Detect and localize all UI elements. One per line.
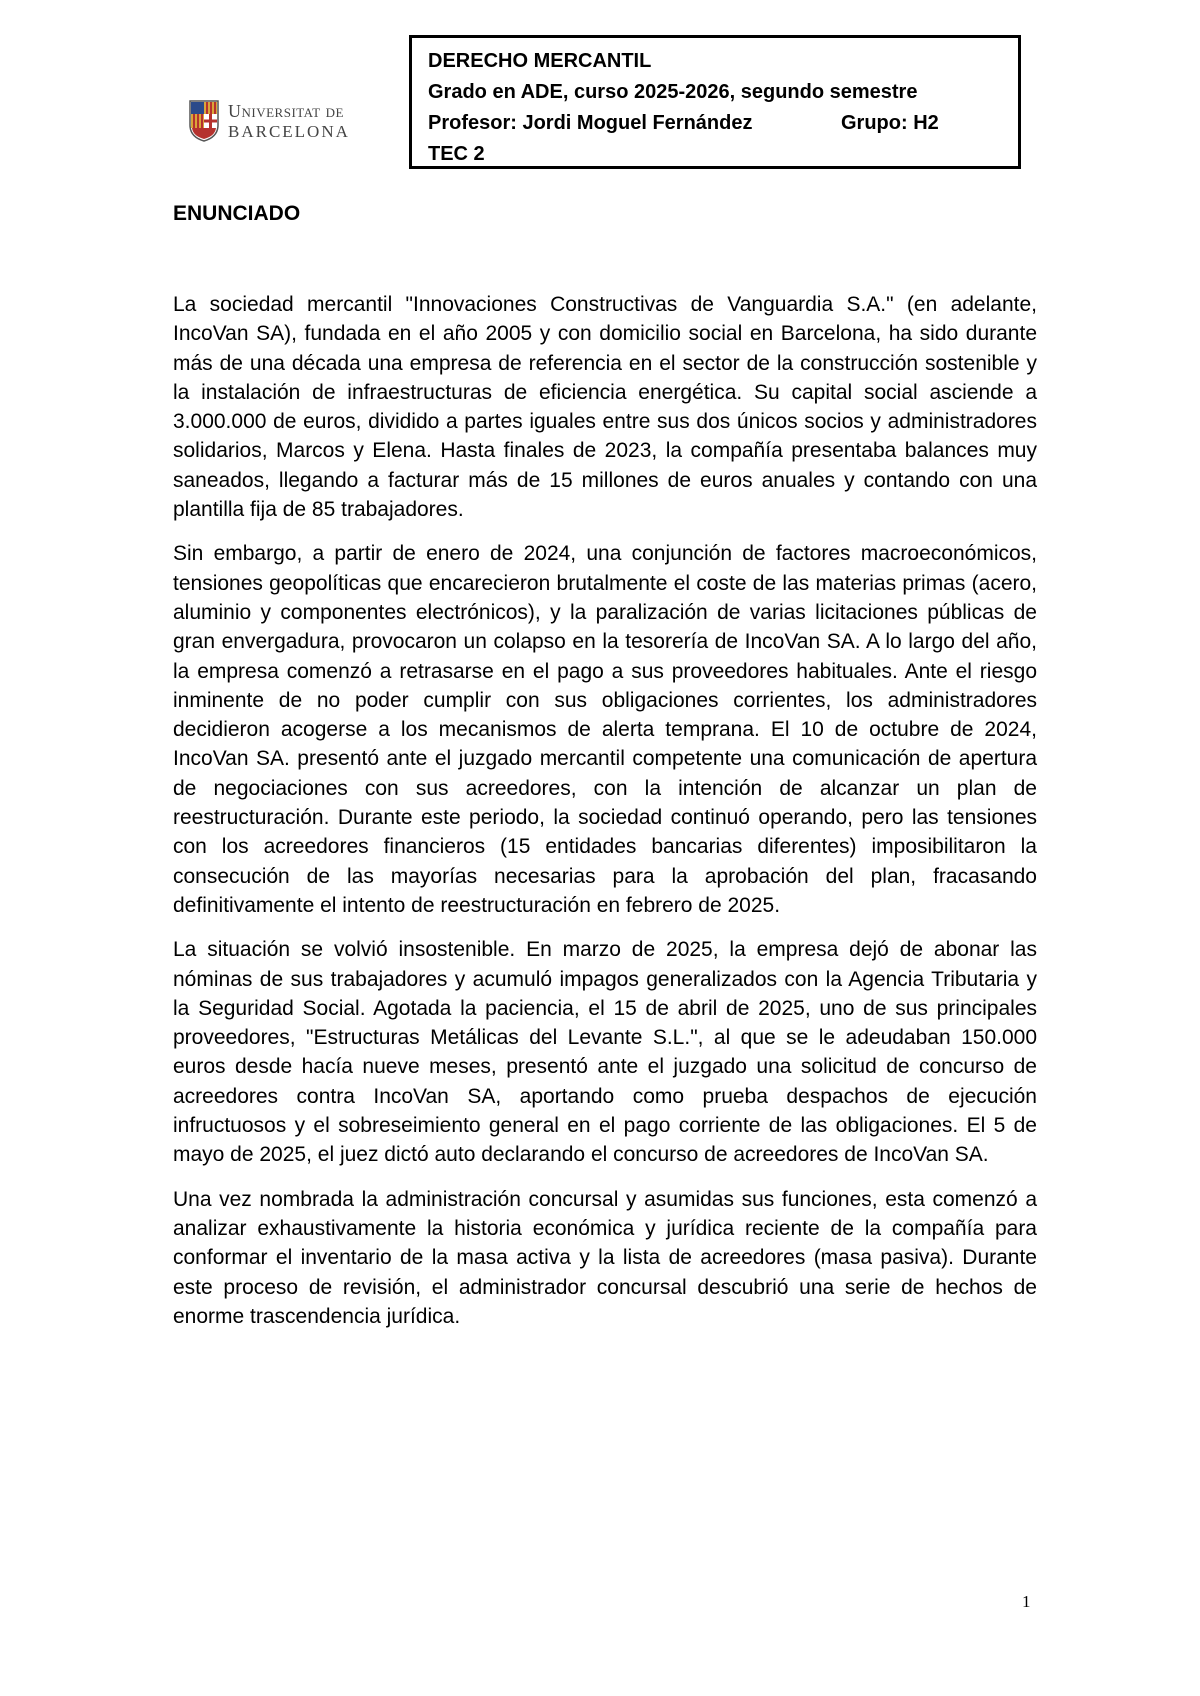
statement-body [173, 290, 1037, 1346]
course-code: TEC 2 [428, 143, 485, 165]
university-shield-icon [188, 99, 220, 143]
course-degree: Grado en ADE, curso 2025-2026, segundo semestre [428, 81, 918, 103]
statement-paragraph: Una vez nombrada la administración concursal y asumidas sus funciones, esta comenzó a analizar exhaustivamente la historia económica y jurídica reciente de la compañía para conformar el inventario de la masa activa y la lista de acreedores (masa pasiva). Durante este proceso de revisión, el administrador concursal descubrió una serie de hechos de enorme trascendencia jurídica. [173, 1187, 1037, 1328]
course-professor: Profesor: Jordi Moguel Fernández [428, 112, 753, 134]
logo-city-label: BARCELONA [228, 122, 350, 141]
section-heading: ENUNCIADO [173, 202, 301, 225]
university-logo [188, 96, 348, 146]
course-subject: DERECHO MERCANTIL [428, 50, 652, 72]
course-professor-row [428, 108, 1018, 139]
page-number: 1 [1022, 1592, 1031, 1611]
logo-university-label: Universitat de [228, 101, 344, 121]
course-header-box [409, 35, 1021, 169]
course-group: Grupo: H2 [841, 112, 939, 134]
statement-paragraph: Sin embargo, a partir de enero de 2024, una conjunción de factores macroeconómicos, tensiones geopolíticas que encarecieron brutalmente el coste de las materias primas (acero, aluminio y componentes electrónicos), y la paralización de varias licitaciones públicas de gran envergadura, provocaron un colapso en la tesorería de IncoVan SA. A lo largo del año, la empresa comenzó a retrasarse en el pago a sus proveedores habituales. Ante el riesgo inminente de no poder cumplir con sus obligaciones corrientes, los administradores decidieron acogerse a los mecanismos de alerta temprana. El 10 de octubre de 2024, IncoVan SA. presentó ante el juzgado mercantil competente una comunicación de apertura de negociaciones con sus acreedores, con la intención de alcanzar un plan de reestructuración. Durante este periodo, la sociedad continuó operando, pero las tensiones con los acreedores financieros (15 entidades bancarias diferentes) imposibilitaron la consecución de las mayorías necesarias para la aprobación del plan, fracasando definitivamente el intento de reestructuración en febrero de 2025. [173, 542, 1037, 917]
statement-paragraph: La sociedad mercantil "Innovaciones Constructivas de Vanguardia S.A." (en adelante, IncoVan SA), fundada en el año 2005 y con domicilio social en Barcelona, ha sido durante más de una década una empresa de referencia en el sector de la construcción sostenible y la instalación de infraestructuras de eficiencia energética. Su capital social asciende a 3.000.000 de euros, dividido a partes iguales entre sus dos únicos socios y administradores solidarios, Marcos y Elena. Hasta finales de 2023, la compañía presentaba balances muy saneados, llegando a facturar más de 15 millones de euros anuales y contando con una plantilla fija de 85 trabajadores. [173, 293, 1037, 522]
statement-paragraph: La situación se volvió insostenible. En marzo de 2025, la empresa dejó de abonar las nóminas de sus trabajadores y acumuló impagos generalizados con la Agencia Tributaria y la Seguridad Social. Agotada la paciencia, el 15 de abril de 2025, uno de sus principales proveedores, "Estructuras Metálicas del Levante S.L.", al que se le adeudaban 150.000 euros desde hacía nueve meses, presentó ante el juzgado una solicitud de concurso de acreedores contra IncoVan SA, aportando como prueba despachos de ejecución infructuosos y el sobreseimiento general en el pago corriente de las obligaciones. El 5 de mayo de 2025, el juez dictó auto declarando el concurso de acreedores de IncoVan SA. [173, 938, 1037, 1167]
